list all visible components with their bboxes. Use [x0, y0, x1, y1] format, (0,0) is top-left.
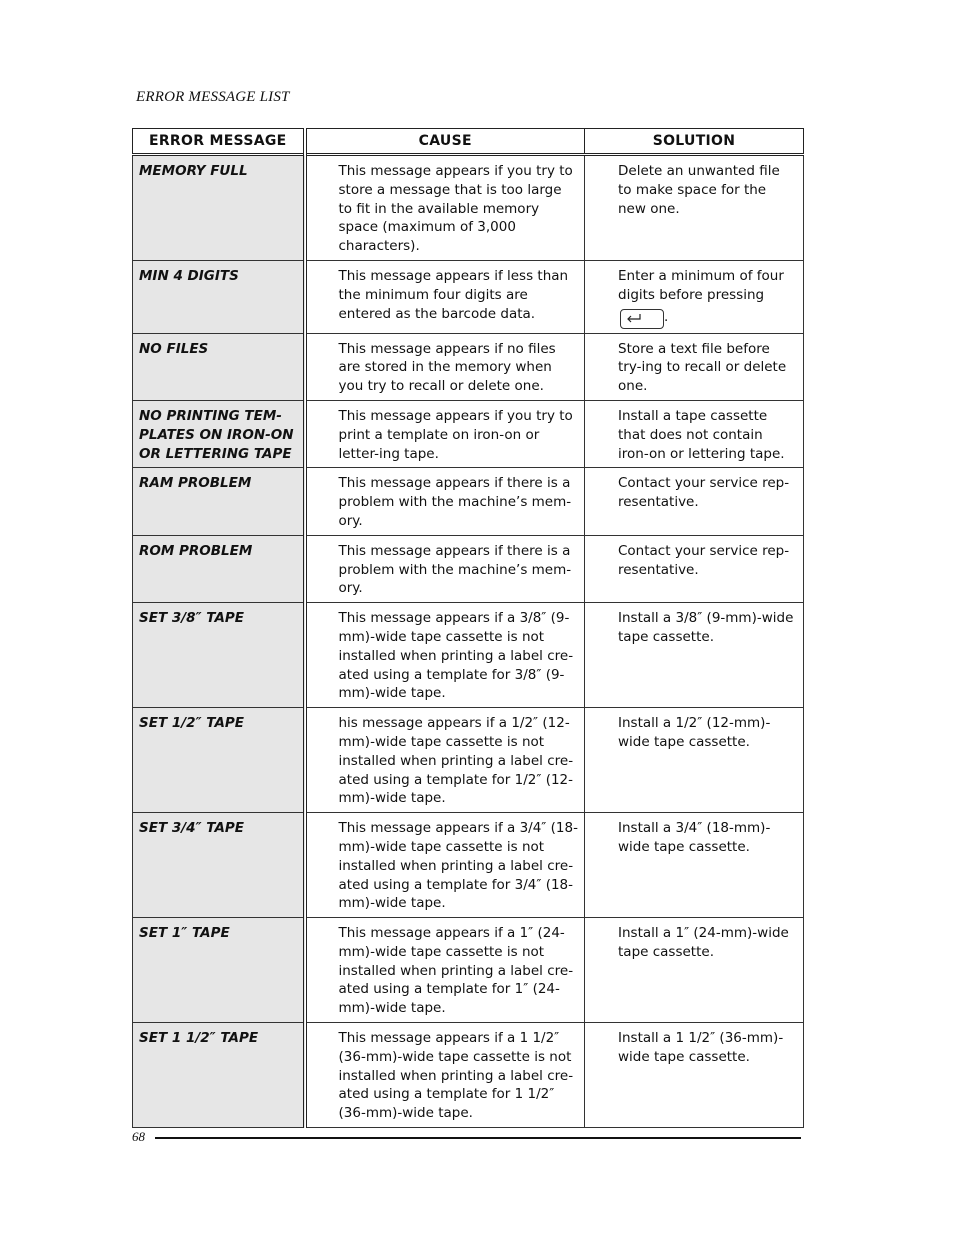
table-body — [133, 155, 804, 1128]
error-message-table — [132, 128, 804, 1128]
table-row — [133, 813, 804, 918]
solution-cell — [585, 260, 804, 333]
solution-cell: Install a 1/2″ (12-mm)-wide tape cassette. — [585, 708, 804, 813]
cause-cell: This message appears if there is a problem with the machine’s mem-ory. — [305, 535, 585, 602]
table-row — [133, 918, 804, 1023]
solution-cell: Store a text file before try-ing to recall or delete one. — [585, 333, 804, 400]
page-number: 68 — [132, 1129, 145, 1144]
cause-cell: This message appears if a 1″ (24-mm)-wide tape cassette is not installed when printing a label cre-ated using a template for 1″ (24-mm)-wide tape. — [305, 918, 585, 1023]
cause-cell: This message appears if you try to store a message that is too large to fit in the available memory space (maximum of 3,000 characters). — [305, 155, 585, 261]
table-row — [133, 400, 804, 467]
error-message-cell: NO FILES — [133, 333, 305, 400]
cause-cell: This message appears if there is a problem with the machine’s mem-ory. — [305, 468, 585, 535]
error-message-cell: MIN 4 DIGITS — [133, 260, 305, 333]
error-message-cell: RAM PROBLEM — [133, 468, 305, 535]
table-header — [133, 129, 804, 155]
table-row — [133, 708, 804, 813]
table-row — [133, 260, 804, 333]
solution-cell: Install a 3/8″ (9-mm)-wide tape cassette. — [585, 603, 804, 708]
cause-cell: This message appears if a 3/8″ (9-mm)-wide tape cassette is not installed when printing a label cre-ated using a template for 3/8″ (9-mm)-wide tape. — [305, 603, 585, 708]
error-message-cell: MEMORY FULL — [133, 155, 305, 261]
error-message-cell: NO PRINTING TEM-PLATES ON IRON-ON OR LETTERING TAPE — [133, 400, 305, 467]
cause-cell: This message appears if less than the minimum four digits are entered as the barcode data. — [305, 260, 585, 333]
cause-cell: his message appears if a 1/2″ (12-mm)-wide tape cassette is not installed when printing a label cre-ated using a template for 1/2″ (12-mm)-wide tape. — [305, 708, 585, 813]
cause-cell: This message appears if a 3/4″ (18-mm)-wide tape cassette is not installed when printing a label cre-ated using a template for 3/4″ (18-mm)-wide tape. — [305, 813, 585, 918]
cause-cell: This message appears if you try to print a template on iron-on or letter-ing tape. — [305, 400, 585, 467]
solution-cell: Delete an unwanted file to make space for the new one. — [585, 155, 804, 261]
solution-cell: Install a tape cassette that does not contain iron-on or lettering tape. — [585, 400, 804, 467]
header-solution: SOLUTION — [585, 129, 804, 155]
table-row — [133, 1023, 804, 1128]
table-row — [133, 535, 804, 602]
table-row — [133, 333, 804, 400]
solution-cell: Install a 1″ (24-mm)-wide tape cassette. — [585, 918, 804, 1023]
header-row — [133, 129, 804, 155]
error-message-cell: SET 1 1/2″ TAPE — [133, 1023, 305, 1128]
enter-arrow-glyph — [625, 313, 645, 325]
error-message-cell: SET 3/8″ TAPE — [133, 603, 305, 708]
error-message-cell: SET 3/4″ TAPE — [133, 813, 305, 918]
solution-cell: Contact your service rep-resentative. — [585, 468, 804, 535]
cause-cell: This message appears if a 1 1/2″ (36-mm)-wide tape cassette is not installed when printing a label cre-ated using a template for 1 1/2″ (36-mm)-wide tape. — [305, 1023, 585, 1128]
table-row — [133, 468, 804, 535]
solution-cell: Install a 3/4″ (18-mm)-wide tape cassette. — [585, 813, 804, 918]
section-title: ERROR MESSAGE LIST — [136, 89, 290, 105]
table-row — [133, 155, 804, 261]
solution-text: Enter a minimum of four digits before pressing — [618, 267, 784, 303]
enter-key-icon — [620, 309, 664, 329]
error-message-cell: SET 1″ TAPE — [133, 918, 305, 1023]
solution-cell: Install a 1 1/2″ (36-mm)-wide tape cassette. — [585, 1023, 804, 1128]
solution-suffix: . — [664, 308, 669, 325]
header-error-message: ERROR MESSAGE — [133, 129, 305, 155]
footer-rule — [155, 1137, 801, 1139]
solution-cell: Contact your service rep-resentative. — [585, 535, 804, 602]
error-message-cell: SET 1/2″ TAPE — [133, 708, 305, 813]
cause-cell: This message appears if no files are stored in the memory when you try to recall or delete one. — [305, 333, 585, 400]
table-row — [133, 603, 804, 708]
error-message-cell: ROM PROBLEM — [133, 535, 305, 602]
header-cause: CAUSE — [305, 129, 585, 155]
